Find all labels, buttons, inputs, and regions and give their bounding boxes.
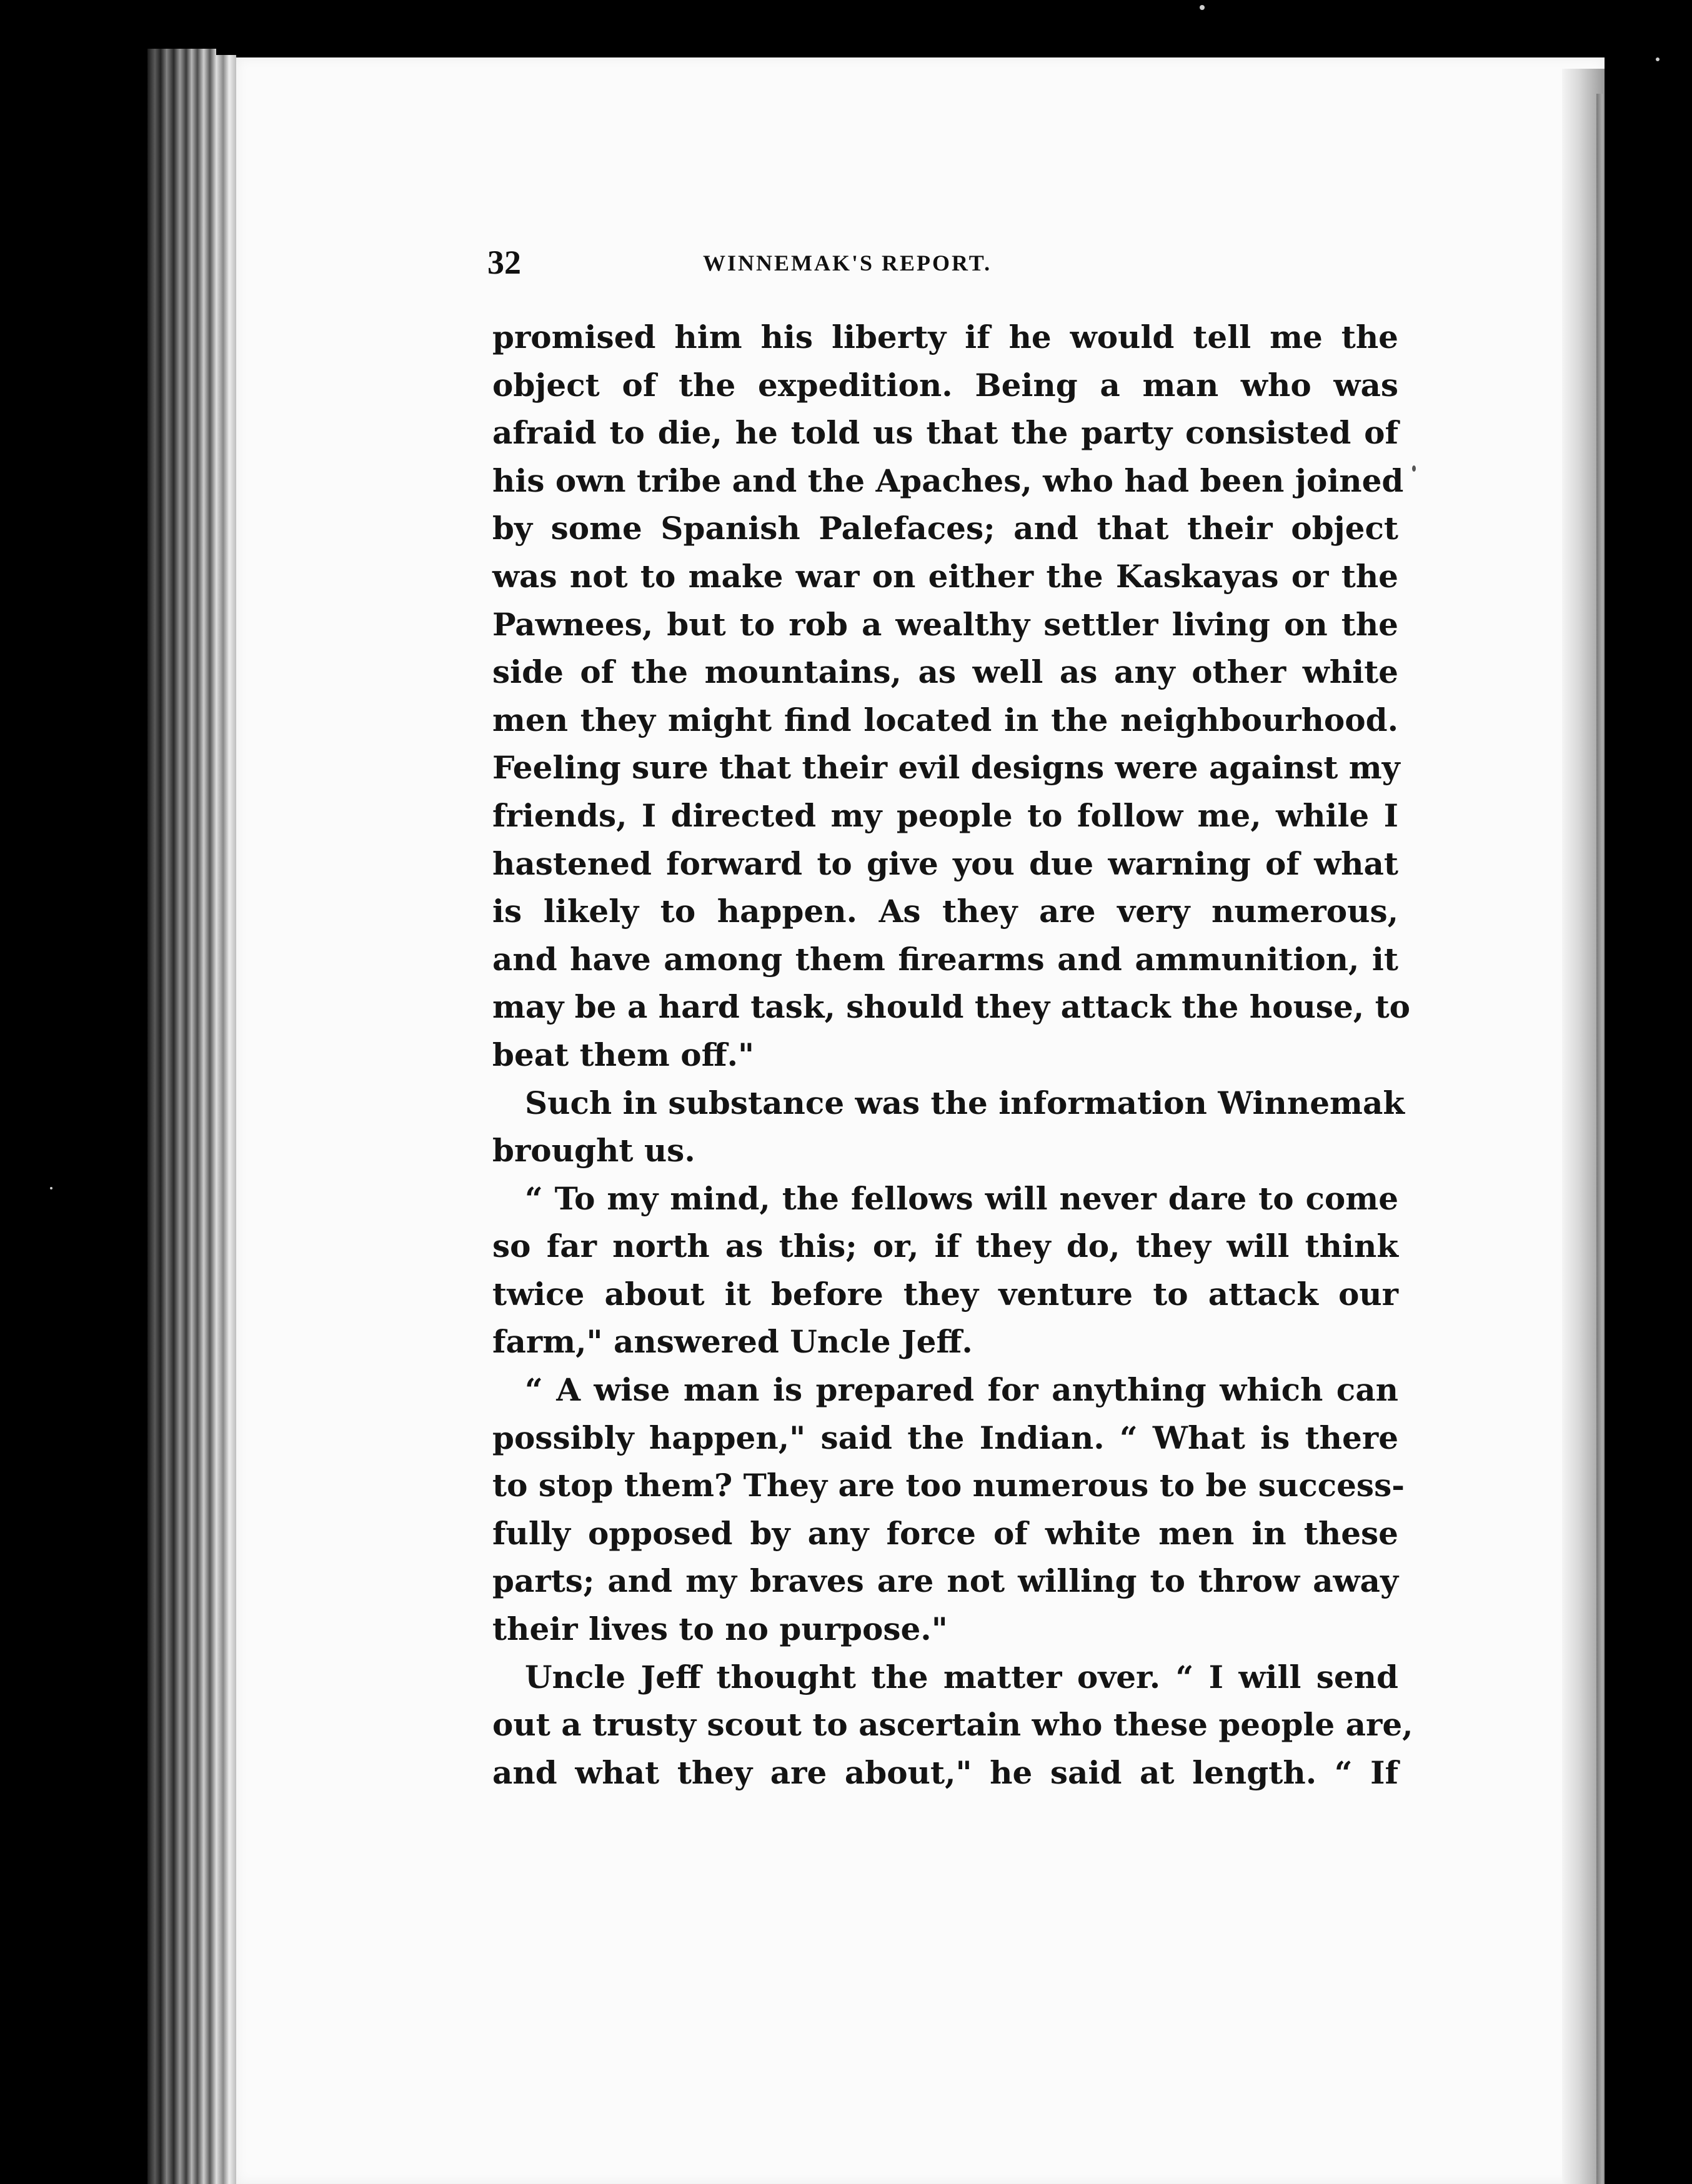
text-line: promised him his liberty if he would tell me the (492, 319, 1398, 355)
text-line: was not to make war on either the Kaskayas or the (492, 557, 1398, 595)
text-line: brought us. (492, 1132, 695, 1169)
text-line: is likely to happen. As they are very numerous, (492, 893, 1398, 930)
body-text (492, 314, 1413, 1797)
page-edge (216, 55, 236, 2184)
text-line: and have among them firearms and ammunition, it (492, 940, 1398, 978)
text-line: friends, I directed my people to follow me, while I (492, 797, 1398, 834)
page-number: 32 (487, 244, 521, 281)
text-line: “ To my mind, the fellows will never dare to come (525, 1179, 1398, 1217)
text-line: his own tribe and the Apaches, who had been joined (492, 462, 1404, 499)
text-line: out a trusty scout to ascertain who these people are, (492, 1706, 1413, 1744)
dust-speck (1412, 465, 1416, 472)
page-edge (147, 49, 166, 2184)
text-line: to stop them? They are too numerous to be success- (492, 1467, 1405, 1504)
text-line: “ A wise man is prepared for anything which can (525, 1371, 1398, 1409)
text-line: may be a hard task, should they attack the house, to (492, 988, 1411, 1026)
text-line: beat them off." (492, 1036, 755, 1073)
text-line: side of the mountains, as well as any other white (492, 653, 1398, 691)
text-line: parts; and my braves are not willing to throw away (492, 1562, 1398, 1600)
text-line: so far north as this; or, if they do, they will think (492, 1228, 1398, 1265)
text-line: Pawnees, but to rob a wealthy settler living on the (492, 605, 1398, 643)
text-line: Feeling sure that their evil designs were against my (492, 749, 1400, 787)
text-line: fully opposed by any force of white men in these (492, 1514, 1398, 1552)
text-line: men they might find located in the neighbourhood. (492, 701, 1398, 738)
text-line: twice about it before they venture to attack our (492, 1275, 1398, 1313)
text-line: farm," answered Uncle Jeff. (492, 1323, 973, 1361)
text-line: their lives to no purpose." (492, 1611, 948, 1648)
page-edge (166, 49, 191, 2184)
text-line: hastened forward to give you due warning of what (492, 845, 1398, 882)
text-line: Uncle Jeff thought the matter over. “ I will send (525, 1658, 1398, 1695)
dust-speck (50, 1187, 52, 1189)
text-line: object of the expedition. Being a man who was (492, 366, 1398, 404)
running-header (487, 244, 1425, 281)
text-line: and what they are about," he said at length. “ If (492, 1754, 1398, 1791)
text-line: by some Spanish Palefaces; and that their object (492, 510, 1398, 547)
text-line: Such in substance was the information Winnemak (525, 1084, 1405, 1121)
page-right-edge-line (1596, 94, 1603, 2184)
text-line: afraid to die, he told us that the party consisted of (492, 414, 1398, 452)
running-title: WINNEMAK'S REPORT. (703, 251, 992, 275)
page-edge (191, 49, 216, 2184)
dust-speck (1200, 5, 1205, 10)
text-line: possibly happen," said the Indian. “ What is there (492, 1419, 1398, 1456)
dust-speck (1656, 57, 1660, 61)
